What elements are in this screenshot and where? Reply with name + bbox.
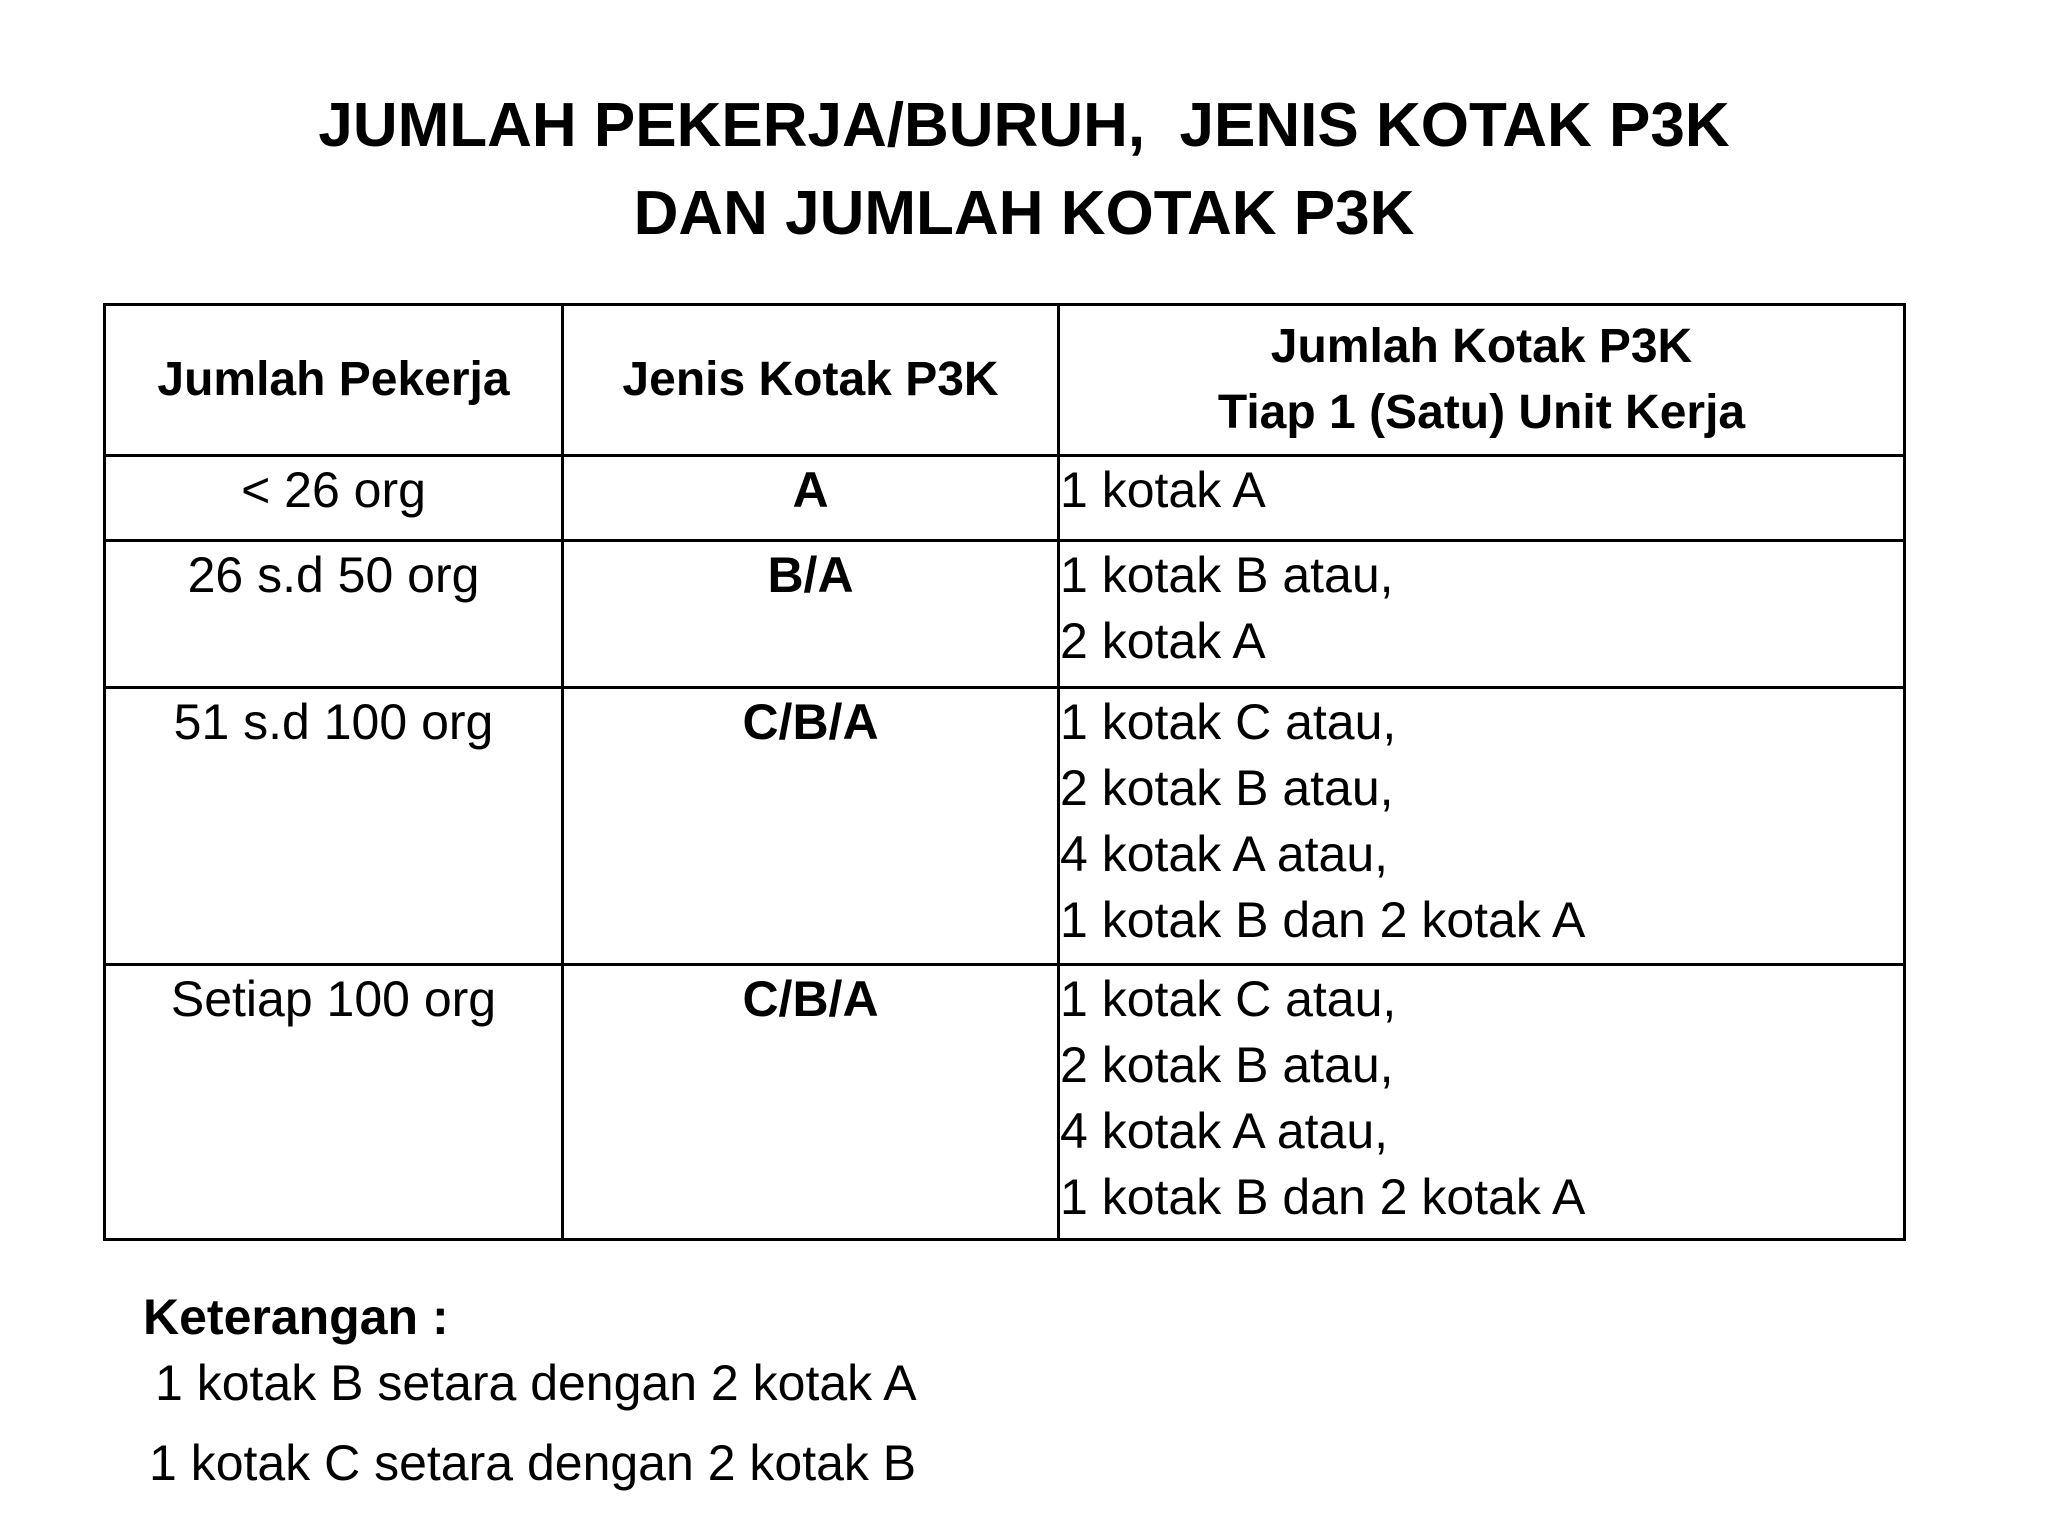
amount-line: 2 kotak B atau, (1060, 1037, 1394, 1093)
cell-jumlah-kotak (1059, 456, 1905, 541)
header-jumlah-kotak-line-2: Tiap 1 (Satu) Unit Kerja (1217, 386, 1746, 439)
title-line-2: DAN JUMLAH KOTAK P3K (633, 179, 1415, 248)
amount-line: 1 kotak A (1060, 462, 1266, 518)
cell-jumlah-kotak (1059, 541, 1905, 688)
title-line-1: JUMLAH PEKERJA/BURUH, JENIS KOTAK P3K (318, 91, 1730, 160)
cell-jumlah-pekerja: < 26 org (105, 456, 563, 541)
table-row (105, 456, 1905, 541)
header-jumlah-pekerja: Jumlah Pekerja (105, 305, 563, 456)
note-item: 1 kotak C setara dengan 2 kotak B (149, 1435, 917, 1491)
cell-jenis-kotak: B/A (563, 541, 1059, 688)
page-title (0, 82, 2048, 258)
header-jenis-kotak: Jenis Kotak P3K (563, 305, 1059, 456)
note-item: 1 kotak B setara dengan 2 kotak A (155, 1355, 917, 1411)
table-row (105, 688, 1905, 965)
amount-line: 1 kotak B atau, (1060, 547, 1394, 603)
amount-line: 2 kotak B atau, (1060, 760, 1394, 816)
cell-jenis-kotak: C/B/A (563, 688, 1059, 965)
cell-jenis-kotak: C/B/A (563, 965, 1059, 1240)
notes-label: Keterangan : (143, 1289, 449, 1345)
header-jumlah-kotak-line-1: Jumlah Kotak P3K (1270, 320, 1693, 373)
cell-jumlah-kotak (1059, 688, 1905, 965)
table-row (105, 541, 1905, 688)
cell-jumlah-pekerja: 26 s.d 50 org (105, 541, 563, 688)
notes-section (143, 1284, 917, 1496)
cell-jumlah-kotak (1059, 965, 1905, 1240)
amount-line: 1 kotak B dan 2 kotak A (1060, 1169, 1586, 1225)
header-jumlah-kotak (1059, 305, 1905, 456)
amount-line: 1 kotak C atau, (1060, 971, 1397, 1027)
amount-line: 4 kotak A atau, (1060, 826, 1389, 882)
cell-jenis-kotak: A (563, 456, 1059, 541)
cell-jumlah-pekerja: Setiap 100 org (105, 965, 563, 1240)
table-header-row (105, 305, 1905, 456)
amount-line: 1 kotak C atau, (1060, 694, 1397, 750)
amount-line: 1 kotak B dan 2 kotak A (1060, 892, 1586, 948)
p3k-table (103, 303, 1906, 1241)
cell-jumlah-pekerja: 51 s.d 100 org (105, 688, 563, 965)
amount-line: 4 kotak A atau, (1060, 1103, 1389, 1159)
amount-line: 2 kotak A (1060, 613, 1266, 669)
table-row (105, 965, 1905, 1240)
